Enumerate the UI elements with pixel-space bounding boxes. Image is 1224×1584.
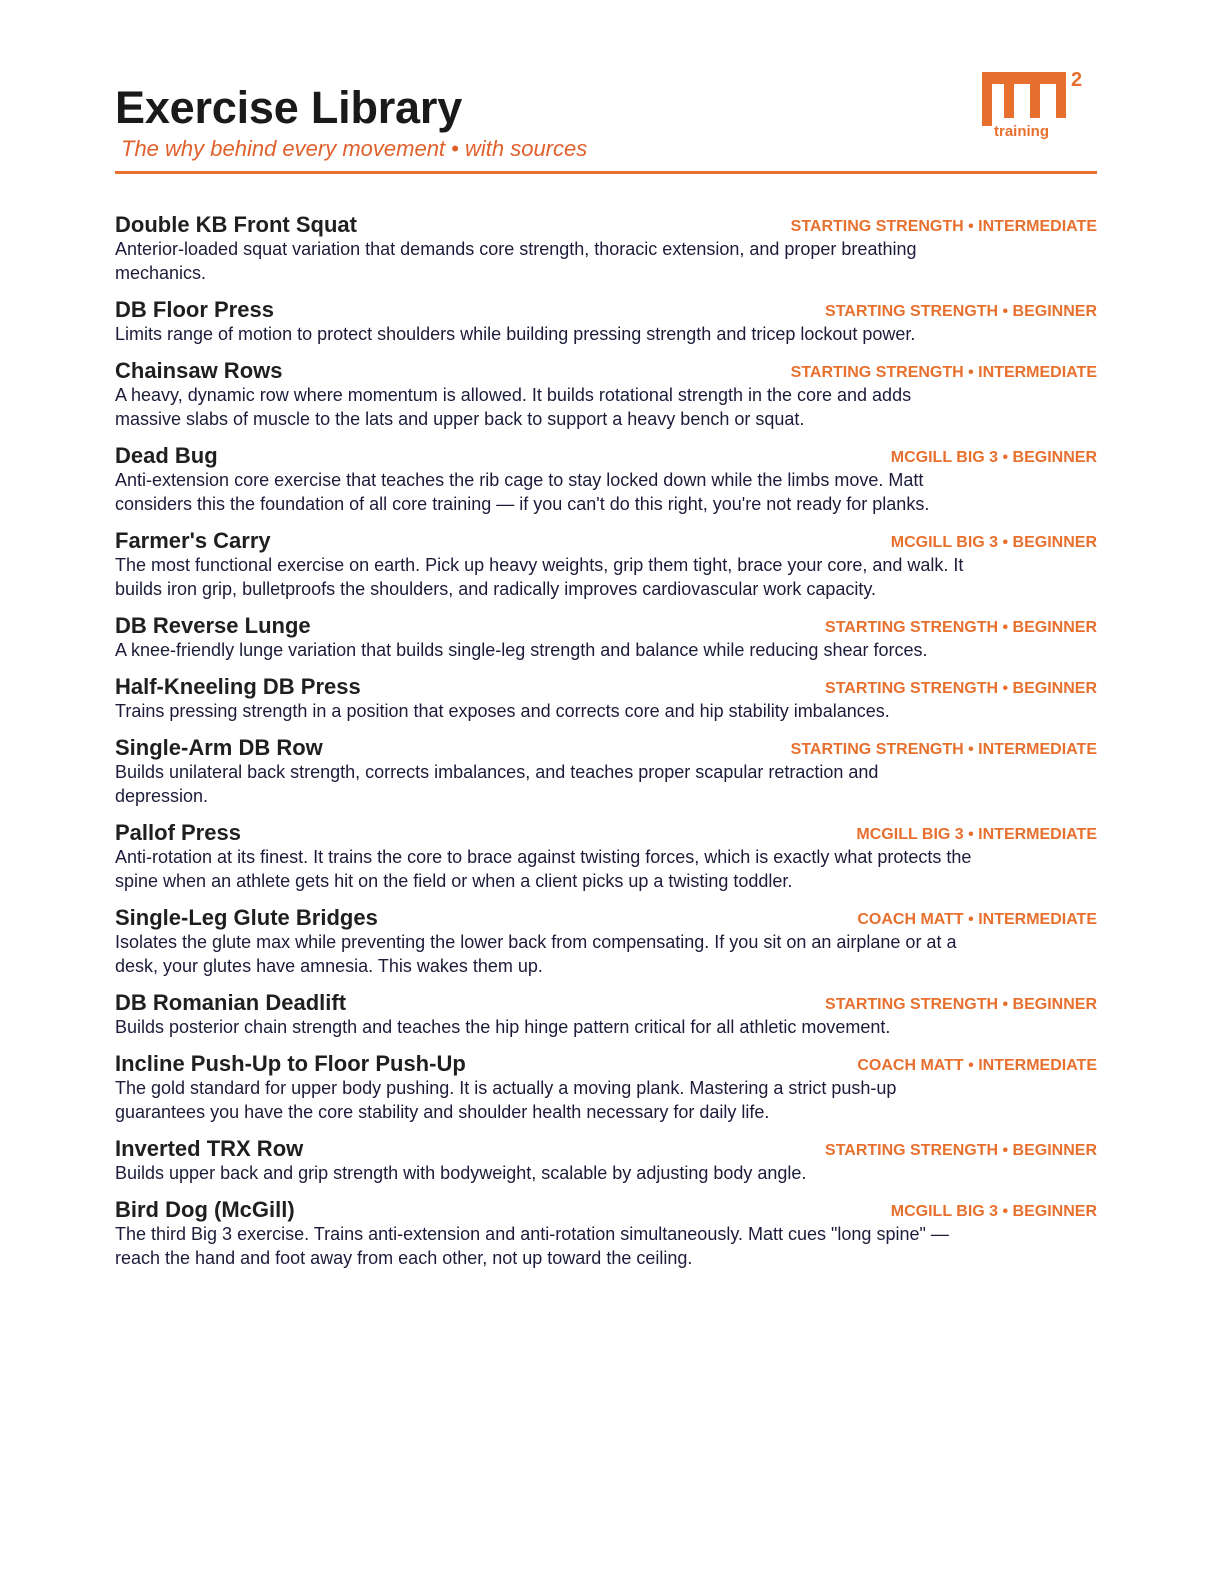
exercise-name: Single-Leg Glute Bridges: [115, 905, 378, 930]
exercise-source-level: MCGILL BIG 3 • INTERMEDIATE: [856, 826, 1097, 843]
exercise-source-level: COACH MATT • INTERMEDIATE: [857, 1057, 1097, 1074]
exercise-name: DB Romanian Deadlift: [115, 990, 347, 1015]
exercise-header: [115, 903, 1097, 933]
exercise-list: [115, 210, 1097, 1280]
exercise-header: [115, 1134, 1097, 1164]
exercise-name: DB Reverse Lunge: [115, 613, 311, 638]
exercise-name: Double KB Front Squat: [115, 212, 357, 237]
exercise-source-level: MCGILL BIG 3 • BEGINNER: [890, 534, 1097, 551]
exercise-source-level: COACH MATT • INTERMEDIATE: [857, 911, 1097, 928]
exercise-name: DB Floor Press: [115, 297, 274, 322]
logo-text: training: [994, 123, 1049, 140]
exercise-source-level: STARTING STRENGTH • BEGINNER: [825, 1142, 1097, 1159]
exercise-item: [115, 1134, 1097, 1185]
exercise-name: Dead Bug: [115, 443, 218, 468]
exercise-description: A heavy, dynamic row where momentum is allowed. It builds rotational strength in the core and adds massive slabs of muscle to the lats and upper back to support a heavy bench or squat.: [115, 385, 912, 429]
exercise-source-level: STARTING STRENGTH • INTERMEDIATE: [790, 364, 1097, 381]
exercise-item: [115, 1049, 1097, 1124]
exercise-source-level: STARTING STRENGTH • INTERMEDIATE: [790, 741, 1097, 758]
exercise-description: Builds posterior chain strength and teaches the hip hinge pattern critical for all athletic movement.: [115, 1017, 891, 1037]
exercise-item: [115, 611, 1097, 662]
exercise-name: Bird Dog (McGill): [115, 1197, 295, 1222]
exercise-description: Builds upper back and grip strength with bodyweight, scalable by adjusting body angle.: [115, 1163, 807, 1183]
exercise-source-level: MCGILL BIG 3 • BEGINNER: [890, 1203, 1097, 1220]
exercise-header: [115, 672, 1097, 702]
exercise-header: [115, 210, 1097, 240]
exercise-item: [115, 818, 1097, 893]
exercise-name: Pallof Press: [115, 820, 241, 845]
exercise-source-level: MCGILL BIG 3 • BEGINNER: [890, 449, 1097, 466]
exercise-description: Anterior-loaded squat variation that demands core strength, thoracic extension, and proper breathing mechanics.: [115, 239, 917, 283]
exercise-name: Single-Arm DB Row: [115, 735, 323, 760]
exercise-name: Incline Push-Up to Floor Push-Up: [115, 1051, 466, 1076]
logo-superscript: 2: [1071, 69, 1083, 91]
exercise-item: [115, 526, 1097, 601]
exercise-name: Inverted TRX Row: [115, 1136, 304, 1161]
exercise-description: Anti-extension core exercise that teaches the rib cage to stay locked down while the limbs move. Matt considers this the foundation of all core training — if you can't do this right, you're not ready for planks.: [115, 470, 930, 514]
exercise-header: [115, 526, 1097, 556]
header-divider: [115, 171, 1097, 174]
exercise-name: Farmer's Carry: [115, 528, 271, 553]
page-header: [115, 0, 1097, 176]
exercise-description: The third Big 3 exercise. Trains anti-extension and anti-rotation simultaneously. Matt cues "long spine" — reach the hand and foot away from each other, not up toward the ceiling.: [115, 1224, 949, 1268]
exercise-header: [115, 356, 1097, 386]
document-page: [115, 0, 1097, 1584]
page-subtitle: The why behind every movement • with sources: [121, 136, 588, 161]
exercise-item: [115, 988, 1097, 1039]
exercise-source-level: STARTING STRENGTH • BEGINNER: [825, 680, 1097, 697]
exercise-header: [115, 733, 1097, 763]
m2-training-logo: [980, 66, 1092, 146]
exercise-header: [115, 818, 1097, 848]
exercise-description: Limits range of motion to protect shoulders while building pressing strength and tricep lockout power.: [115, 324, 916, 344]
exercise-header: [115, 441, 1097, 471]
exercise-header: [115, 988, 1097, 1018]
exercise-header: [115, 295, 1097, 325]
exercise-item: [115, 903, 1097, 978]
exercise-header: [115, 1049, 1097, 1079]
exercise-item: [115, 1195, 1097, 1270]
exercise-description: Builds unilateral back strength, corrects imbalances, and teaches proper scapular retraction and depression.: [115, 762, 879, 806]
exercise-description: The gold standard for upper body pushing. It is actually a moving plank. Mastering a strict push-up guarantees you have the core stability and shoulder health necessary for daily life.: [115, 1078, 897, 1122]
exercise-header: [115, 1195, 1097, 1225]
exercise-description: Anti-rotation at its finest. It trains the core to brace against twisting forces, which is exactly what protects the spine when an athlete gets hit on the field or when a client picks up a twisting toddler.: [115, 847, 972, 891]
page-title: Exercise Library: [115, 82, 463, 133]
exercise-source-level: STARTING STRENGTH • BEGINNER: [825, 996, 1097, 1013]
exercise-description: A knee-friendly lunge variation that builds single-leg strength and balance while reducing shear forces.: [115, 640, 928, 660]
exercise-item: [115, 672, 1097, 723]
exercise-description: The most functional exercise on earth. Pick up heavy weights, grip them tight, brace your core, and walk. It builds iron grip, bulletproofs the shoulders, and radically improves cardiovascular work capacity.: [115, 555, 964, 599]
exercise-source-level: STARTING STRENGTH • BEGINNER: [825, 303, 1097, 320]
exercise-name: Half-Kneeling DB Press: [115, 674, 361, 699]
exercise-item: [115, 210, 1097, 285]
exercise-source-level: STARTING STRENGTH • INTERMEDIATE: [790, 218, 1097, 235]
exercise-item: [115, 356, 1097, 431]
exercise-description: Isolates the glute max while preventing the lower back from compensating. If you sit on an airplane or at a desk, your glutes have amnesia. This wakes them up.: [115, 932, 957, 976]
exercise-item: [115, 295, 1097, 346]
exercise-source-level: STARTING STRENGTH • BEGINNER: [825, 619, 1097, 636]
exercise-description: Trains pressing strength in a position that exposes and corrects core and hip stability imbalances.: [115, 701, 890, 721]
exercise-item: [115, 441, 1097, 516]
exercise-name: Chainsaw Rows: [115, 358, 283, 383]
exercise-header: [115, 611, 1097, 641]
exercise-item: [115, 733, 1097, 808]
